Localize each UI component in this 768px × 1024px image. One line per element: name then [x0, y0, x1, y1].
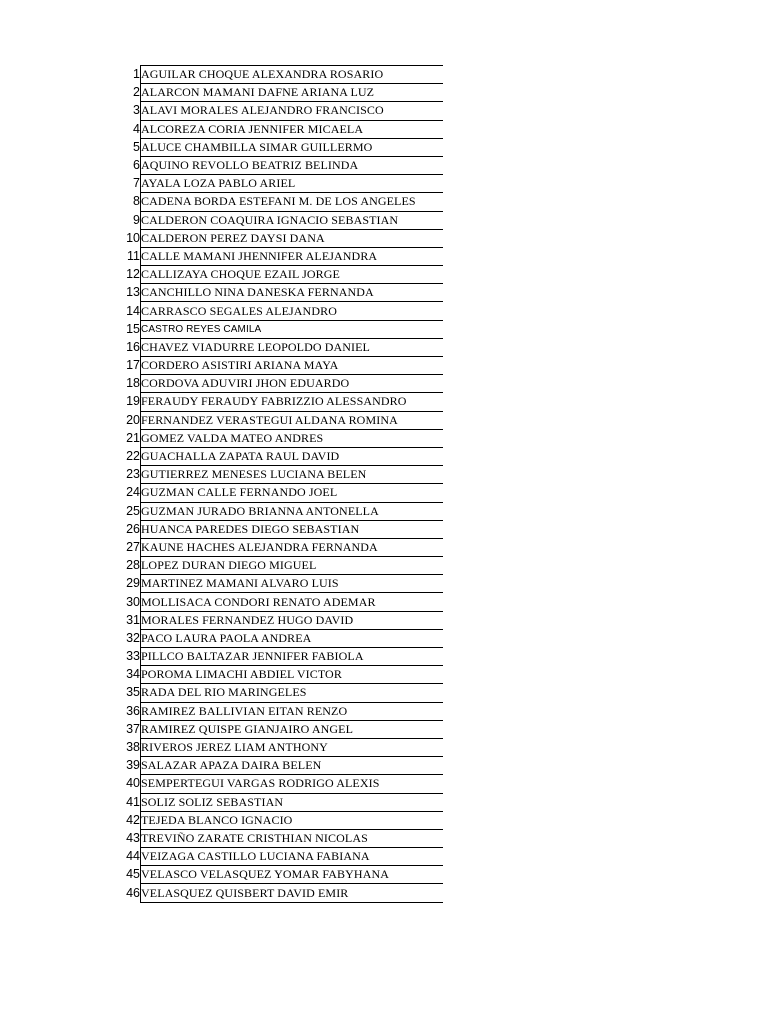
student-name: FERNANDEZ VERASTEGUI ALDANA ROMINA [141, 411, 444, 429]
student-name: GOMEZ VALDA MATEO ANDRES [141, 429, 444, 447]
table-row [112, 738, 443, 756]
student-name: RIVEROS JEREZ LIAM ANTHONY [141, 738, 444, 756]
table-row [112, 666, 443, 684]
table-row [112, 247, 443, 265]
table-row [112, 411, 443, 429]
table-row [112, 629, 443, 647]
row-number: 26 [126, 521, 140, 536]
table-row [112, 848, 443, 866]
row-number: 13 [126, 285, 140, 300]
student-name: MARTINEZ MAMANI ALVARO LUIS [141, 575, 444, 593]
row-number: 22 [126, 449, 140, 464]
row-number: 21 [126, 430, 140, 445]
student-name: AQUINO REVOLLO BEATRIZ BELINDA [141, 156, 444, 174]
table-row [112, 575, 443, 593]
student-name: SOLIZ SOLIZ SEBASTIAN [141, 793, 444, 811]
table-row [112, 357, 443, 375]
table-row [112, 866, 443, 884]
student-name: CASTRO REYES CAMILA [141, 320, 444, 338]
table-row [112, 484, 443, 502]
student-name: MOLLISACA CONDORI RENATO ADEMAR [141, 593, 444, 611]
student-name: TREVIÑO ZARATE CRISTHIAN NICOLAS [141, 829, 444, 847]
student-name: POROMA LIMACHI ABDIEL VICTOR [141, 666, 444, 684]
student-name: ALARCON MAMANI DAFNE ARIANA LUZ [141, 84, 444, 102]
table-row [112, 284, 443, 302]
row-number: 6 [133, 158, 140, 173]
table-row [112, 193, 443, 211]
row-number: 40 [126, 776, 140, 791]
row-number: 27 [126, 539, 140, 554]
student-name: GUZMAN JURADO BRIANNA ANTONELLA [141, 502, 444, 520]
table-row [112, 720, 443, 738]
row-number: 30 [126, 594, 140, 609]
student-name: TEJEDA BLANCO IGNACIO [141, 811, 444, 829]
student-name-list [112, 65, 443, 903]
student-name: CALLE MAMANI JHENNIFER ALEJANDRA [141, 247, 444, 265]
student-name: RAMIREZ QUISPE GIANJAIRO ANGEL [141, 720, 444, 738]
student-name: FERAUDY FERAUDY FABRIZZIO ALESSANDRO [141, 393, 444, 411]
row-number: 5 [133, 139, 140, 154]
table-row [112, 320, 443, 338]
student-name: CALLIZAYA CHOQUE EZAIL JORGE [141, 266, 444, 284]
table-row [112, 447, 443, 465]
student-name: CADENA BORDA ESTEFANI M. DE LOS ANGELES [141, 193, 444, 211]
table-row [112, 502, 443, 520]
student-name: VEIZAGA CASTILLO LUCIANA FABIANA [141, 848, 444, 866]
row-number: 35 [126, 685, 140, 700]
table-row [112, 520, 443, 538]
row-number: 36 [126, 703, 140, 718]
row-number: 45 [126, 867, 140, 882]
row-number: 25 [126, 503, 140, 518]
row-number: 29 [126, 576, 140, 591]
student-name: ALCOREZA CORIA JENNIFER MICAELA [141, 120, 444, 138]
row-number: 18 [126, 376, 140, 391]
table-row [112, 138, 443, 156]
table-row [112, 156, 443, 174]
row-number: 15 [126, 321, 140, 336]
table-row [112, 648, 443, 666]
table-row [112, 120, 443, 138]
row-number: 14 [126, 303, 140, 318]
student-name: ALAVI MORALES ALEJANDRO FRANCISCO [141, 102, 444, 120]
table-row [112, 302, 443, 320]
row-number: 20 [126, 412, 140, 427]
table-row [112, 702, 443, 720]
row-number: 46 [126, 885, 140, 900]
row-number: 4 [133, 121, 140, 136]
table-row [112, 338, 443, 356]
table-row [112, 611, 443, 629]
row-number: 43 [126, 830, 140, 845]
student-name: CARRASCO SEGALES ALEJANDRO [141, 302, 444, 320]
table-row [112, 393, 443, 411]
table-row [112, 757, 443, 775]
row-number: 7 [133, 176, 140, 191]
table-row [112, 266, 443, 284]
student-name: SALAZAR APAZA DAIRA BELEN [141, 757, 444, 775]
student-name: AYALA LOZA PABLO ARIEL [141, 175, 444, 193]
row-number: 8 [133, 194, 140, 209]
table-row [112, 538, 443, 556]
student-name: ALUCE CHAMBILLA SIMAR GUILLERMO [141, 138, 444, 156]
row-number: 9 [133, 212, 140, 227]
row-number: 11 [127, 248, 140, 263]
table-row [112, 775, 443, 793]
table-row [112, 466, 443, 484]
row-number: 41 [126, 794, 140, 809]
student-name: AGUILAR CHOQUE ALEXANDRA ROSARIO [141, 66, 444, 84]
student-name: CALDERON PEREZ DAYSI DANA [141, 229, 444, 247]
table-row [112, 66, 443, 84]
table-row [112, 811, 443, 829]
student-name: CORDERO ASISTIRI ARIANA MAYA [141, 357, 444, 375]
table-row [112, 557, 443, 575]
student-name: VELASQUEZ QUISBERT DAVID EMIR [141, 884, 444, 902]
row-number: 37 [126, 721, 140, 736]
table-row [112, 84, 443, 102]
student-name: MORALES FERNANDEZ HUGO DAVID [141, 611, 444, 629]
table-row [112, 684, 443, 702]
row-number: 2 [133, 85, 140, 100]
table-row [112, 211, 443, 229]
student-name: VELASCO VELASQUEZ YOMAR FABYHANA [141, 866, 444, 884]
student-name: GUTIERREZ MENESES LUCIANA BELEN [141, 466, 444, 484]
row-number: 42 [126, 812, 140, 827]
row-number: 34 [126, 667, 140, 682]
row-number: 16 [126, 339, 140, 354]
table-row [112, 229, 443, 247]
student-name: CALDERON COAQUIRA IGNACIO SEBASTIAN [141, 211, 444, 229]
table-row [112, 593, 443, 611]
table-row [112, 829, 443, 847]
student-name: KAUNE HACHES ALEJANDRA FERNANDA [141, 538, 444, 556]
table-row [112, 884, 443, 902]
row-number: 32 [126, 630, 140, 645]
table-row [112, 375, 443, 393]
table-row [112, 429, 443, 447]
table-row [112, 175, 443, 193]
student-name: RAMIREZ BALLIVIAN EITAN RENZO [141, 702, 444, 720]
student-name: GUACHALLA ZAPATA RAUL DAVID [141, 447, 444, 465]
row-number: 28 [126, 558, 140, 573]
name-list-body [112, 66, 443, 903]
student-name: CHAVEZ VIADURRE LEOPOLDO DANIEL [141, 338, 444, 356]
student-name: PACO LAURA PAOLA ANDREA [141, 629, 444, 647]
row-number: 10 [126, 230, 140, 245]
row-number: 17 [126, 358, 140, 373]
student-name: LOPEZ DURAN DIEGO MIGUEL [141, 557, 444, 575]
row-number: 44 [126, 849, 140, 864]
row-number: 1 [133, 67, 140, 82]
row-number: 33 [126, 649, 140, 664]
row-number: 3 [133, 103, 140, 118]
table-row [112, 102, 443, 120]
student-name: CANCHILLO NINA DANESKA FERNANDA [141, 284, 444, 302]
table-row [112, 793, 443, 811]
row-number: 31 [126, 612, 140, 627]
student-name: SEMPERTEGUI VARGAS RODRIGO ALEXIS [141, 775, 444, 793]
student-name: CORDOVA ADUVIRI JHON EDUARDO [141, 375, 444, 393]
row-number: 24 [126, 485, 140, 500]
row-number: 12 [126, 267, 140, 282]
student-name: HUANCA PAREDES DIEGO SEBASTIAN [141, 520, 444, 538]
row-number: 19 [126, 394, 140, 409]
row-number: 39 [126, 758, 140, 773]
row-number: 38 [126, 740, 140, 755]
student-name: PILLCO BALTAZAR JENNIFER FABIOLA [141, 648, 444, 666]
student-name: GUZMAN CALLE FERNANDO JOEL [141, 484, 444, 502]
student-name: RADA DEL RIO MARINGELES [141, 684, 444, 702]
row-number: 23 [126, 467, 140, 482]
